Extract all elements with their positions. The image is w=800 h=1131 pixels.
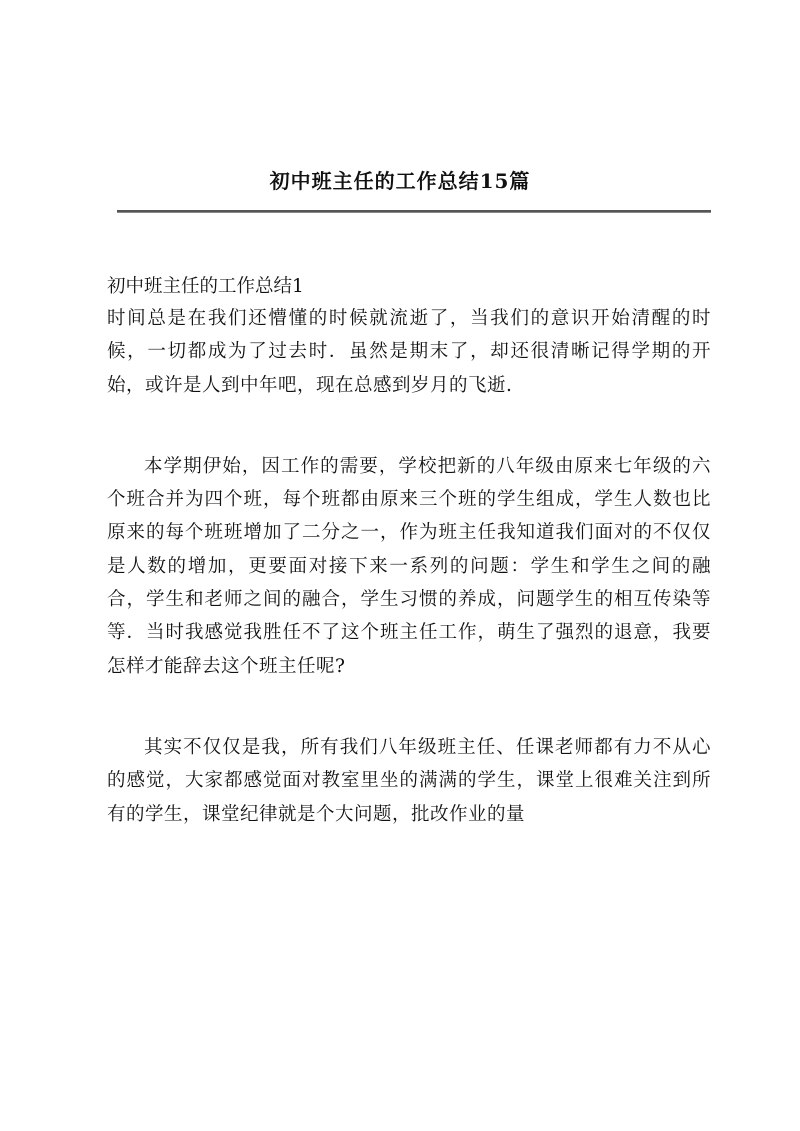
document-title: 初中班主任的工作总结15篇 (269, 169, 531, 193)
paragraph-gap (107, 683, 711, 731)
title-divider (117, 210, 711, 213)
paragraph-gap (107, 402, 711, 450)
paragraph-3: 其实不仅仅是我，所有我们八年级班主任、任课老师都有力不从心的感觉，大家都感觉面对教室里坐的满满的学生，课堂上很难关注到所有的学生，课堂纪律就是个大问题，批改作业的量 (107, 736, 711, 825)
paragraph-2: 本学期伊始，因工作的需要，学校把新的八年级由原来七年级的六个班合并为四个班，每个班都由原来三个班的学生组成，学生人数也比原来的每个班班增加了二分之一，作为班主任我知道我们面对的不仅仅是人数的增加，更要面对接下来一系列的问题：学生和学生之间的融合，学生和老师之间的融合，学生习惯的养成，问题学生的相互传染等等．当时我感觉我胜任不了这个班主任工作，萌生了强烈的退意，我要怎样才能辞去这个班主任呢? (107, 455, 711, 677)
paragraph-1: 时间总是在我们还懵懂的时候就流逝了，当我们的意识开始清醒的时候，一切都成为了过去时．虽然是期末了，却还很清晰记得学期的开始，或许是人到中年吧，现在总感到岁月的飞逝. (107, 308, 711, 396)
document-body (107, 272, 711, 831)
section-heading: 初中班主任的工作总结1 (107, 276, 304, 297)
